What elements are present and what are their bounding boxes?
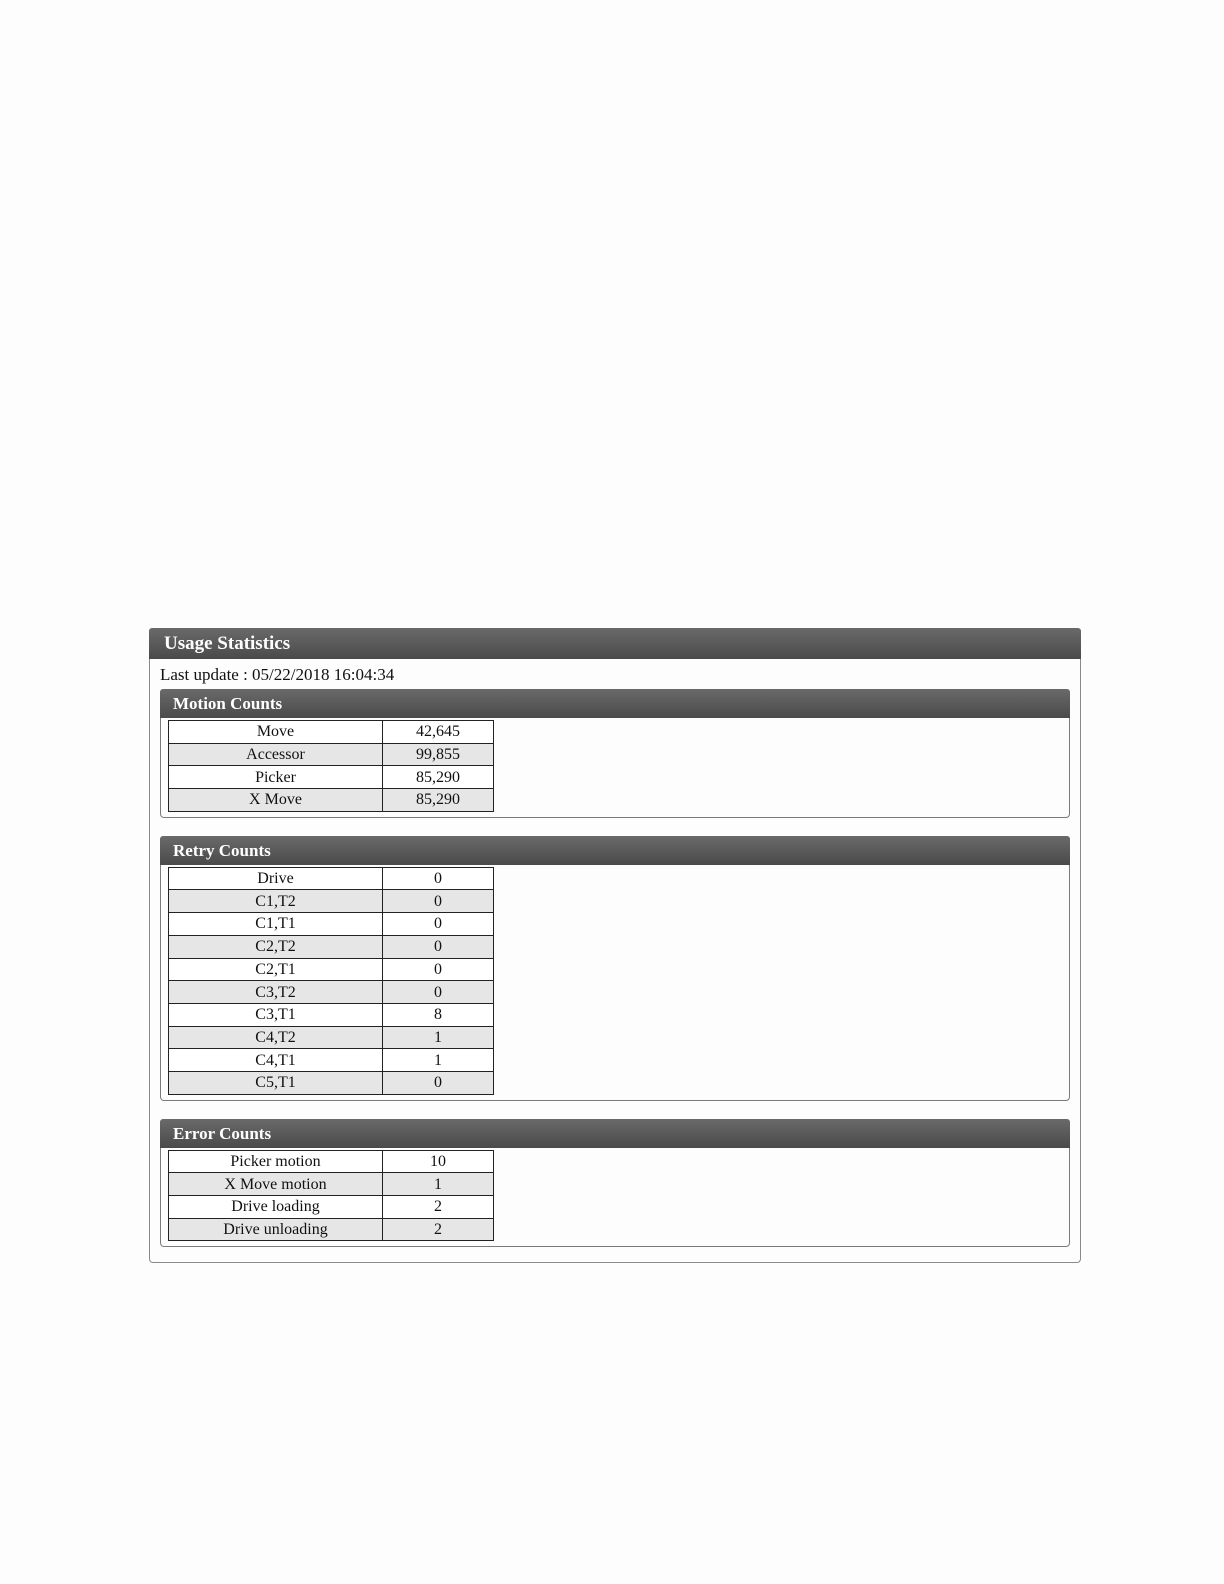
table-row [169,1049,494,1072]
section-title: Retry Counts [160,836,1070,865]
table-row [169,1218,494,1241]
row-label: C5,T1 [169,1071,383,1094]
row-value: 1 [383,1173,494,1196]
row-value: 0 [383,1071,494,1094]
row-value: 85,290 [383,789,494,812]
table-row [169,867,494,890]
row-label: C4,T2 [169,1026,383,1049]
row-label: X Move [169,789,383,812]
row-value: 0 [383,890,494,913]
table-row [169,935,494,958]
table-row [169,913,494,936]
table-row [169,1071,494,1094]
row-value: 99,855 [383,743,494,766]
last-update-text: Last update : 05/22/2018 16:04:34 [160,665,395,684]
sections-container [160,689,1070,1247]
row-label: C1,T2 [169,890,383,913]
section-body [160,718,1070,818]
table-row [169,743,494,766]
table-row [169,1196,494,1219]
row-label: C3,T1 [169,1003,383,1026]
row-value: 1 [383,1026,494,1049]
row-value: 0 [383,913,494,936]
row-value: 0 [383,935,494,958]
row-value: 0 [383,867,494,890]
panel-title: Usage Statistics [149,628,1081,659]
row-label: C2,T2 [169,935,383,958]
section-body [160,1148,1070,1248]
row-label: C3,T2 [169,981,383,1004]
row-label: C2,T1 [169,958,383,981]
row-label: Picker motion [169,1150,383,1173]
table-row [169,766,494,789]
row-value: 42,645 [383,721,494,744]
table-row [169,1003,494,1026]
row-label: Drive loading [169,1196,383,1219]
table-row [169,721,494,744]
row-value: 0 [383,981,494,1004]
row-label: Drive unloading [169,1218,383,1241]
row-value: 10 [383,1150,494,1173]
row-value: 0 [383,958,494,981]
row-label: C1,T1 [169,913,383,936]
table-row [169,789,494,812]
row-label: C4,T1 [169,1049,383,1072]
table-row [169,958,494,981]
motion-counts-table [168,720,494,812]
row-label: X Move motion [169,1173,383,1196]
row-value: 85,290 [383,766,494,789]
table-row [169,1173,494,1196]
section-body [160,865,1070,1101]
table-row [169,890,494,913]
panel-body [149,659,1081,1263]
usage-statistics-panel [149,628,1081,1263]
error-counts-section [160,1119,1070,1248]
error-counts-table [168,1150,494,1242]
row-value: 2 [383,1196,494,1219]
table-row [169,981,494,1004]
row-value: 1 [383,1049,494,1072]
row-label: Picker [169,766,383,789]
section-title: Motion Counts [160,689,1070,718]
table-row [169,1150,494,1173]
section-title: Error Counts [160,1119,1070,1148]
table-row [169,1026,494,1049]
retry-counts-table [168,867,494,1095]
row-label: Accessor [169,743,383,766]
row-label: Drive [169,867,383,890]
retry-counts-section [160,836,1070,1101]
row-label: Move [169,721,383,744]
row-value: 2 [383,1218,494,1241]
motion-counts-section [160,689,1070,818]
row-value: 8 [383,1003,494,1026]
